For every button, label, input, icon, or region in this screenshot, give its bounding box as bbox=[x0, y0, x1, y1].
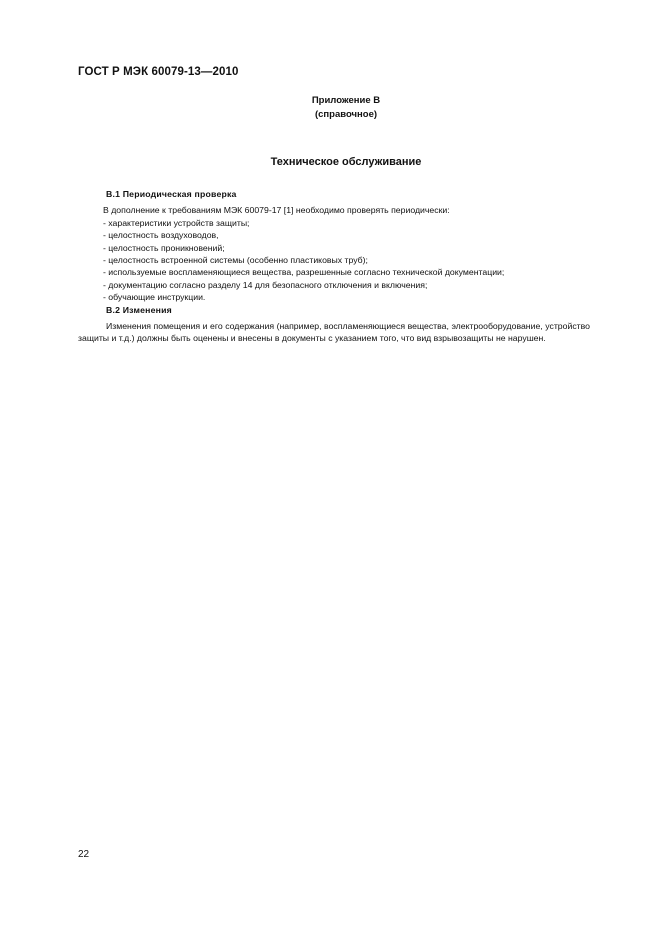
appendix-title: Приложение В bbox=[311, 95, 381, 106]
subsection-paragraph-b2: Изменения помещения и его содержания (например, воспламеняющиеся вещества, электрооборудование, устройство защиты и т.д.) должны быть оценены и внесены в документы с указанием того, что вид взрывозащиты не нарушен. bbox=[78, 321, 590, 344]
page-number: 22 bbox=[78, 849, 90, 860]
subsection-heading-b2: В.2 Изменения bbox=[106, 305, 172, 315]
document-header: ГОСТ Р МЭК 60079-13—2010 bbox=[78, 66, 239, 78]
section-b1 bbox=[103, 188, 583, 308]
list-item: - документацию согласно разделу 14 для безопасного отключения и включения; bbox=[103, 279, 428, 290]
subsection-heading-b1: В.1 Периодическая проверка bbox=[106, 189, 237, 199]
list-item: - обучающие инструкции. bbox=[103, 292, 206, 303]
list-item: - используемые воспламеняющиеся вещества, разрешенные согласно технической документации; bbox=[103, 267, 505, 278]
section-title: Техническое обслуживание bbox=[270, 156, 422, 168]
list-item: - целостность воздуховодов, bbox=[103, 230, 219, 241]
appendix-kind: (справочное) bbox=[314, 109, 378, 120]
list-item: - характеристики устройств защиты; bbox=[103, 217, 250, 228]
subsection-intro: В дополнение к требованиям МЭК 60079-17 [1] необходимо проверять периодически: bbox=[103, 205, 450, 216]
list-item: - целостность встроенной системы (особенно пластиковых труб); bbox=[103, 255, 368, 266]
list-item: - целостность проникновений; bbox=[103, 242, 225, 253]
check-list bbox=[103, 217, 583, 304]
